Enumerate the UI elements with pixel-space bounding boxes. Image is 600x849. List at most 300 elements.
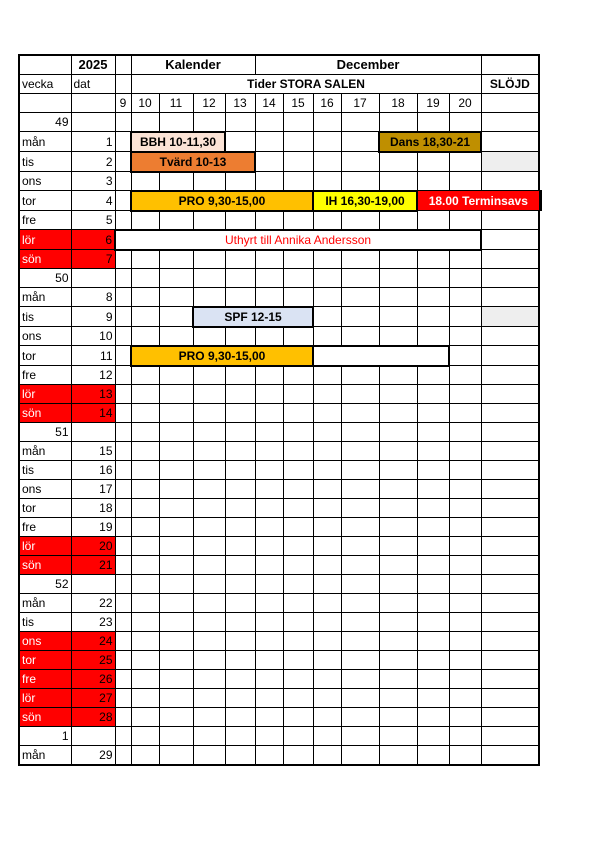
day-row: [19, 307, 541, 327]
date-cell: 10: [71, 327, 115, 346]
hour-cell: [283, 404, 313, 423]
hour-cell: [313, 480, 341, 499]
hour-cell: [225, 689, 255, 708]
hour-cell: [417, 632, 449, 651]
hour-cell: [159, 211, 193, 230]
hour-cell: [313, 556, 341, 575]
date-cell: 1: [71, 132, 115, 152]
hour-cell: [341, 152, 379, 172]
hour-cell: [283, 499, 313, 518]
hour-cell: [131, 327, 159, 346]
slojd-cell: [481, 327, 539, 346]
header-row-2: [19, 75, 541, 94]
hour-label: 15: [283, 94, 313, 113]
hour-cell: [193, 404, 225, 423]
hour-cell: [379, 651, 417, 670]
hour-cell: [341, 499, 379, 518]
hour-cell: [159, 708, 193, 727]
weekday-cell: tor: [19, 499, 71, 518]
hour-cell: [115, 346, 131, 366]
hour-cell: [313, 537, 341, 556]
hour-cell: [115, 708, 131, 727]
day-row: [19, 632, 541, 651]
weekday-cell: mån: [19, 288, 71, 307]
hour-cell: [193, 575, 225, 594]
hour-cell: [131, 404, 159, 423]
day-row: [19, 537, 541, 556]
weekday-cell: fre: [19, 366, 71, 385]
hour-cell: [131, 632, 159, 651]
week-number: 49: [19, 113, 71, 132]
hour-cell: [449, 250, 481, 269]
hour-cell: [131, 480, 159, 499]
hour-cell: [379, 708, 417, 727]
hour-cell: [449, 613, 481, 632]
hour-cell: [159, 727, 193, 746]
hour-label: 18: [379, 94, 417, 113]
hour-cell: [283, 152, 313, 172]
hour-cell: [449, 518, 481, 537]
hour-cell: [341, 172, 379, 191]
hour-label: 10: [131, 94, 159, 113]
hour-cell: [159, 575, 193, 594]
hour-cell: [417, 727, 449, 746]
hour-cell: [449, 288, 481, 307]
hour-cell: [159, 423, 193, 442]
hour-cell: [131, 537, 159, 556]
hour-cell: [115, 480, 131, 499]
hour-cell: [115, 746, 131, 766]
hour-cell: [341, 670, 379, 689]
hour-cell: [159, 288, 193, 307]
hour-cell: [313, 670, 341, 689]
hour-cell: [225, 670, 255, 689]
hour-cell: [115, 727, 131, 746]
hour-cell: [193, 556, 225, 575]
hour-cell: [379, 423, 417, 442]
hour-cell: [341, 307, 379, 327]
hour-cell: [341, 708, 379, 727]
hour-cell: [255, 689, 283, 708]
hour-cell: [341, 442, 379, 461]
hour-cell: [159, 594, 193, 613]
week-row: [19, 423, 541, 442]
hour-cell: [449, 385, 481, 404]
weekday-cell: lör: [19, 230, 71, 250]
hour-cell: [193, 613, 225, 632]
slojd-cell: [481, 152, 539, 172]
event-block: PRO 9,30-15,00: [131, 346, 313, 366]
hour-cell: [225, 594, 255, 613]
hour-cell: [449, 499, 481, 518]
hour-cell: [225, 575, 255, 594]
hour-cell: [193, 442, 225, 461]
hour-cell: [131, 172, 159, 191]
hour-cell: [255, 423, 283, 442]
hour-cell: [313, 288, 341, 307]
slojd-cell: [481, 250, 539, 269]
date-cell: 29: [71, 746, 115, 766]
date-cell: 16: [71, 461, 115, 480]
weekday-cell: fre: [19, 670, 71, 689]
day-row: [19, 708, 541, 727]
date-cell: 13: [71, 385, 115, 404]
hour-cell: [131, 385, 159, 404]
weekday-cell: mån: [19, 746, 71, 766]
day-row: [19, 211, 541, 230]
date-cell: 9: [71, 307, 115, 327]
hour-cell: [449, 594, 481, 613]
hour-cell: [159, 556, 193, 575]
hour-cell: [225, 269, 255, 288]
hour-label: 19: [417, 94, 449, 113]
date-cell: 20: [71, 537, 115, 556]
hour-cell: [115, 442, 131, 461]
hour-cell: [225, 113, 255, 132]
slojd-cell: [481, 94, 539, 113]
hour-cell: [379, 727, 417, 746]
hour-cell: [159, 113, 193, 132]
weekday-cell: fre: [19, 211, 71, 230]
hour-cell: [283, 480, 313, 499]
hour-cell: [225, 727, 255, 746]
slojd-cell: [481, 346, 539, 366]
hour-cell: [417, 250, 449, 269]
hour-cell: [379, 670, 417, 689]
hour-cell: [449, 575, 481, 594]
hour-cell: [313, 746, 341, 766]
hour-cell: [115, 211, 131, 230]
hour-cell: [341, 480, 379, 499]
hour-cell: [193, 327, 225, 346]
hour-cell: [417, 288, 449, 307]
hour-cell: [115, 191, 131, 211]
slojd-cell: [481, 537, 539, 556]
hour-cell: [193, 537, 225, 556]
hour-cell: [283, 385, 313, 404]
hour-cell: [313, 327, 341, 346]
event-block: Uthyrt till Annika Andersson: [115, 230, 481, 250]
hour-cell: [225, 613, 255, 632]
hour-cell: [283, 442, 313, 461]
hour-cell: [379, 211, 417, 230]
hour-cell: [379, 575, 417, 594]
day-row: [19, 594, 541, 613]
hour-cell: [449, 442, 481, 461]
hour-cell: [341, 385, 379, 404]
hour-cell: [283, 518, 313, 537]
hour-cell: [131, 518, 159, 537]
hour-cell: [283, 556, 313, 575]
hour-cell: [193, 518, 225, 537]
hour-cell: [255, 366, 283, 385]
hour-cell: [193, 113, 225, 132]
weekday-cell: tor: [19, 651, 71, 670]
hour-label: 20: [449, 94, 481, 113]
hour-cell: [283, 708, 313, 727]
weekday-cell: ons: [19, 327, 71, 346]
hour-cell: [131, 613, 159, 632]
hour-cell: [115, 132, 131, 152]
hour-label: 13: [225, 94, 255, 113]
hour-cell: [131, 708, 159, 727]
event-block: Dans 18,30-21: [379, 132, 481, 152]
day-row: [19, 191, 541, 211]
hour-cell: [255, 480, 283, 499]
hour-cell: [341, 632, 379, 651]
hour-cell: [341, 746, 379, 766]
slojd-cell: [481, 499, 539, 518]
hour-cell: [255, 499, 283, 518]
hour-cell: [449, 556, 481, 575]
hour-cell: [225, 746, 255, 766]
date-cell: 14: [71, 404, 115, 423]
hour-cell: [449, 404, 481, 423]
hour-cell: [131, 670, 159, 689]
hour-cell: [159, 746, 193, 766]
date-cell: 8: [71, 288, 115, 307]
hour-cell: [131, 575, 159, 594]
hour-cell: [131, 727, 159, 746]
hour-cell: [115, 423, 131, 442]
hour-cell: [283, 211, 313, 230]
day-row: [19, 480, 541, 499]
hour-cell: [115, 537, 131, 556]
hour-cell: [193, 211, 225, 230]
hour-cell: [255, 632, 283, 651]
hour-cell: [417, 537, 449, 556]
hour-cell: [379, 269, 417, 288]
hour-cell: [255, 651, 283, 670]
hour-cell: [283, 172, 313, 191]
hour-cell: [193, 632, 225, 651]
slojd-cell: [481, 594, 539, 613]
hour-cell: [159, 632, 193, 651]
hour-cell: [193, 172, 225, 191]
day-row: [19, 556, 541, 575]
hour-cell: [225, 385, 255, 404]
slojd-cell: [481, 746, 539, 766]
hour-cell: [341, 689, 379, 708]
hour-label: 9: [115, 94, 131, 113]
weekday-cell: ons: [19, 172, 71, 191]
hour-cell: [449, 461, 481, 480]
date-cell: 23: [71, 613, 115, 632]
day-row: [19, 746, 541, 766]
calendar-table: [18, 54, 542, 766]
hour-cell: [159, 385, 193, 404]
hour-cell: [313, 575, 341, 594]
slojd-cell: [539, 191, 541, 211]
hour-cell: [417, 746, 449, 766]
hour-cell: [341, 113, 379, 132]
hour-cell: [313, 385, 341, 404]
weekday-cell: sön: [19, 404, 71, 423]
day-row: [19, 172, 541, 191]
day-row: [19, 385, 541, 404]
hour-cell: [379, 613, 417, 632]
date-cell: 27: [71, 689, 115, 708]
slojd-cell: [481, 423, 539, 442]
hour-cell: [313, 632, 341, 651]
hour-cell: [417, 269, 449, 288]
hour-cell: [313, 727, 341, 746]
date-cell: 3: [71, 172, 115, 191]
week-number: 51: [19, 423, 71, 442]
date-cell: 26: [71, 670, 115, 689]
hour-cell: [379, 746, 417, 766]
slojd-cell: [481, 651, 539, 670]
hour-cell: [417, 499, 449, 518]
hour-cell: [379, 442, 417, 461]
reserved-box: [313, 346, 449, 366]
slojd-cell: [481, 727, 539, 746]
hour-cell: [193, 366, 225, 385]
hour-cell: [159, 327, 193, 346]
blank-cell: [71, 94, 115, 113]
hour-cell: [225, 250, 255, 269]
hour-cell: [193, 461, 225, 480]
day-row: [19, 132, 541, 152]
hour-cell: [255, 575, 283, 594]
hour-label: 17: [341, 94, 379, 113]
hour-cell: [283, 746, 313, 766]
hour-cell: [225, 651, 255, 670]
hour-cell: [131, 442, 159, 461]
hour-cell: [417, 556, 449, 575]
hour-cell: [449, 727, 481, 746]
hour-cell: [449, 366, 481, 385]
weekday-cell: lör: [19, 689, 71, 708]
hour-cell: [313, 269, 341, 288]
hour-cell: [379, 689, 417, 708]
hour-cell: [255, 113, 283, 132]
blank-corner: [19, 55, 71, 75]
date-cell: 28: [71, 708, 115, 727]
weekday-cell: mån: [19, 442, 71, 461]
date-cell: 21: [71, 556, 115, 575]
hour-cell: [417, 385, 449, 404]
hour-cell: [417, 442, 449, 461]
hour-cell: [193, 689, 225, 708]
event-block: BBH 10-11,30: [131, 132, 225, 152]
hour-cell: [255, 172, 283, 191]
hour-cell: [379, 366, 417, 385]
hour-label: 16: [313, 94, 341, 113]
hour-cell: [255, 594, 283, 613]
hour-cell: [131, 211, 159, 230]
hour-cell: [225, 499, 255, 518]
hour-cell: [283, 288, 313, 307]
weekday-cell: tis: [19, 461, 71, 480]
hour-cell: [115, 651, 131, 670]
hour-cell: [225, 537, 255, 556]
hour-cell: [225, 172, 255, 191]
hour-cell: [449, 689, 481, 708]
hour-cell: [379, 461, 417, 480]
weekday-cell: tis: [19, 152, 71, 172]
slojd-cell: [481, 480, 539, 499]
hour-cell: [115, 288, 131, 307]
hour-cell: [341, 327, 379, 346]
hour-cell: [313, 518, 341, 537]
hour-cell: [283, 594, 313, 613]
hour-cell: [417, 594, 449, 613]
hour-cell: [159, 499, 193, 518]
hour-cell: [225, 442, 255, 461]
hour-cell: [225, 708, 255, 727]
hour-cell: [313, 708, 341, 727]
hour-cell: [449, 746, 481, 766]
hour-cell: [131, 461, 159, 480]
date-cell: 11: [71, 346, 115, 366]
hour-cell: [341, 404, 379, 423]
hour-cell: [341, 366, 379, 385]
hour-cell: [115, 307, 131, 327]
hour-cell: [283, 651, 313, 670]
slojd-cell: [481, 708, 539, 727]
hour-cell: [417, 461, 449, 480]
day-row: [19, 250, 541, 269]
date-cell: 15: [71, 442, 115, 461]
weekday-cell: sön: [19, 250, 71, 269]
hour-cell: [341, 288, 379, 307]
slojd-cell: [481, 404, 539, 423]
hour-cell: [131, 689, 159, 708]
hour-cell: [313, 613, 341, 632]
hour-cell: [283, 461, 313, 480]
hour-cell: [255, 132, 283, 152]
blank-slojd-top: [481, 55, 539, 75]
hour-cell: [255, 404, 283, 423]
hour-cell: [379, 152, 417, 172]
hour-cell: [283, 423, 313, 442]
hour-cell: [193, 708, 225, 727]
hour-cell: [193, 385, 225, 404]
hour-cell: [379, 499, 417, 518]
hour-cell: [159, 613, 193, 632]
hour-cell: [131, 307, 159, 327]
date-cell: 2: [71, 152, 115, 172]
hour-cell: [417, 366, 449, 385]
hour-cell: [193, 288, 225, 307]
hour-cell: [313, 172, 341, 191]
hour-cell: [255, 269, 283, 288]
hour-cell: [341, 537, 379, 556]
slojd-cell: [481, 132, 539, 152]
week-row: [19, 269, 541, 288]
date-cell: 4: [71, 191, 115, 211]
hour-cell: [313, 594, 341, 613]
hour-cell: [379, 480, 417, 499]
hour-cell: [283, 727, 313, 746]
hour-cell: [379, 537, 417, 556]
day-row: [19, 230, 541, 250]
day-row: [19, 670, 541, 689]
hour-cell: [255, 461, 283, 480]
hour-cell: [131, 556, 159, 575]
weekday-cell: sön: [19, 708, 71, 727]
hour-cell: [225, 132, 255, 152]
hour-cell: [449, 269, 481, 288]
event-block: IH 16,30-19,00: [313, 191, 417, 211]
blank-cell: [71, 269, 115, 288]
weekday-cell: tor: [19, 191, 71, 211]
day-row: [19, 689, 541, 708]
hour-cell: [341, 575, 379, 594]
event-block: SPF 12-15: [193, 307, 313, 327]
hour-cell: [341, 613, 379, 632]
